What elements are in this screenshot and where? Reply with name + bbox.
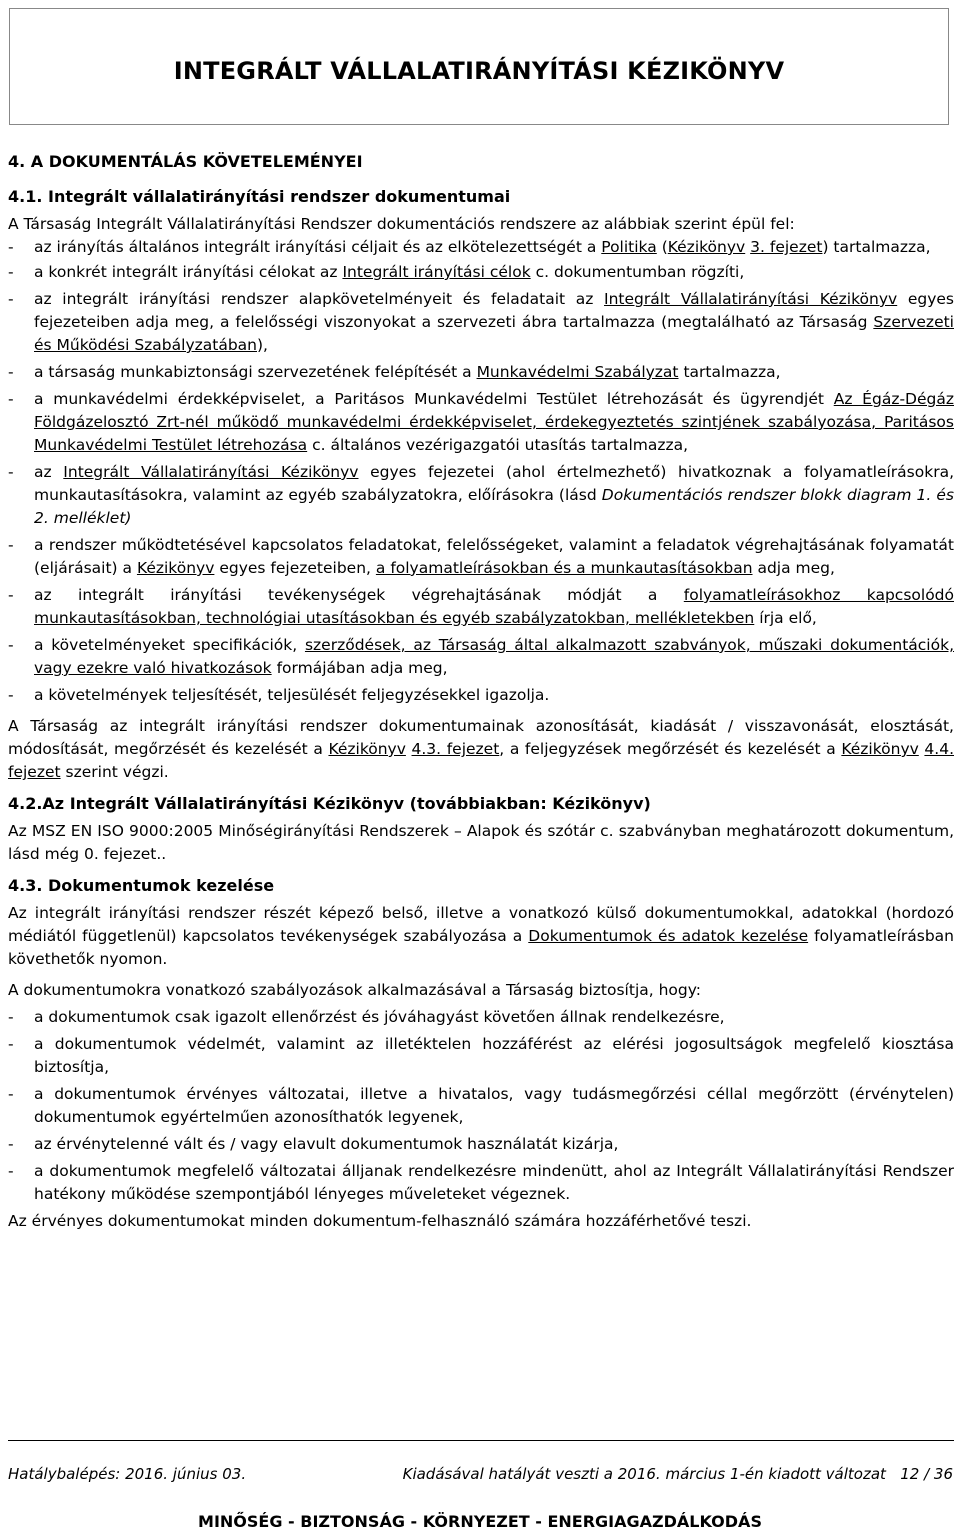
section-4-heading: 4. A DOKUMENTÁLÁS KÖVETELEMÉNYEI — [8, 152, 363, 171]
footer-effective-date: Hatálybalépés: 2016. június 03. — [8, 1465, 247, 1483]
footer-divider — [8, 1440, 954, 1441]
list-item: - a dokumentumok védelmét, valamint az illetéktelen hozzáférést az elérési jogosultságok megfelelő kiosztása biztosítja, — [8, 1033, 954, 1079]
list-item: - a konkrét integrált irányítási célokat az Integrált irányítási célok c. dokumentumban rögzíti, — [8, 261, 954, 284]
section-4-2-text: Az MSZ EN ISO 9000:2005 Minőségirányítási Rendszerek – Alapok és szótár c. szabványban meghatározott dokumentum, lásd még 0. fejezet.. — [8, 822, 954, 863]
section-4-3-intro: A dokumentumokra vonatkozó szabályozások alkalmazásával a Társaság biztosítja, hogy: — [8, 981, 702, 999]
section-4-1-closing: A Társaság az integrált irányítási rendszer dokumentumainak azonosítását, kiadását / visszavonását, elosztását, módosítását, megőrzését és kezelését a Kézikönyv 4.3. fejezet, a feljegyzések megőrzését és kezelését a Kézikönyv 4.4. fejezet szerint végzi. — [8, 717, 954, 781]
list-item: - a dokumentumok érvényes változatai, illetve a hivatalos, vagy tudásmegőrzési céllal megőrzött (érvénytelen) dokumentumok egyértelműen azonosíthatók legyenek, — [8, 1083, 954, 1129]
section-4-2-heading: 4.2.Az Integrált Vállalatirányítási Kézikönyv (továbbiakban: Kézikönyv) — [8, 794, 651, 813]
document-title: INTEGRÁLT VÁLLALATIRÁNYÍTÁSI KÉZIKÖNYV — [173, 57, 785, 85]
list-item: - az érvénytelenné vált és / vagy elavult dokumentumok használatát kizárja, — [8, 1133, 954, 1156]
document-header — [9, 8, 949, 125]
list-item: - a rendszer működtetésével kapcsolatos feladatokat, felelősségeket, valamint a feladatok végrehajtásának folyamatát (eljárásait) a Kézikönyv egyes fejezeteiben, a folyamatleírásokban és a munkautasításokban adja meg, — [8, 534, 954, 580]
section-4-3-heading: 4.3. Dokumentumok kezelése — [8, 876, 275, 895]
section-4-1-intro: A Társaság Integrált Vállalatirányítási Rendszer dokumentációs rendszere az alábbiak szerint épül fel: — [8, 215, 795, 233]
page-number: 12 / 36 — [900, 1465, 953, 1483]
footer-revision-info — [403, 1465, 953, 1483]
document-body — [8, 152, 954, 1233]
list-item: - az irányítás általános integrált irányítási céljait és az elkötelezettségét a Politika (Kézikönyv 3. fejezet) tartalmazza, — [8, 236, 954, 259]
list-item: - az Integrált Vállalatirányítási Kézikönyv egyes fejezetei (ahol értelmezhető) hivatkoznak a folyamatleírásokra, munkautasításokra, valamint az egyéb szabályzatokra, előírásokra (lásd Dokumentációs rendszer blokk diagram 1. és 2. melléklet) — [8, 461, 954, 530]
list-item: - a társaság munkabiztonsági szervezetének felépítését a Munkavédelmi Szabályzat tartalmazza, — [8, 361, 954, 384]
footer-superseded: Kiadásával hatályát veszti a 2016. március 1-én kiadott változat — [402, 1465, 886, 1483]
list-item: - a követelmények teljesítését, teljesülését feljegyzésekkel igazolja. — [8, 684, 954, 707]
document-control-list — [8, 1006, 954, 1206]
section-4-3-closing: Az érvényes dokumentumokat minden dokumentum-felhasználó számára hozzáférhetővé teszi. — [8, 1212, 752, 1230]
list-item: - a dokumentumok megfelelő változatai álljanak rendelkezésre mindenütt, ahol az Integrált Vállalatirányítási Rendszer hatékony működése szempontjából lényeges műveleteket végeznek. — [8, 1160, 954, 1206]
list-item: - a követelményeket specifikációk, szerződések, az Társaság által alkalmazott szabványok, műszaki dokumentációk, vagy ezekre való hivatkozások formájában adja meg, — [8, 634, 954, 680]
section-4-1-heading: 4.1. Integrált vállalatirányítási rendszer dokumentumai — [8, 187, 511, 206]
list-item: - a dokumentumok csak igazolt ellenőrzést és jóváhagyást követően állnak rendelkezésre, — [8, 1006, 954, 1029]
documentation-structure-list — [8, 236, 954, 707]
list-item: - a munkavédelmi érdekképviselet, a Paritásos Munkavédelmi Testület létrehozását és ügyrendjét Az Égáz-Dégáz Földgázelosztó Zrt-nél működő munkavédelmi érdekképviselet, érdekegyeztetés szintjének szabályozása, Paritásos Munkavédelmi Testület létrehozása c. általános vezérigazgatói utasítás tartalmazza, — [8, 388, 954, 457]
list-item: - az integrált irányítási rendszer alapkövetelményeit és feladatait az Integrált Vállalatirányítási Kézikönyv egyes fejezeteiben adja meg, a felelősségi viszonyokat a szervezeti ábra tartalmazza (megtalálható az Társaság Szervezeti és Működési Szabályzatában), — [8, 288, 954, 357]
section-4-3-paragraph: Az integrált irányítási rendszer részét képező belső, illetve a vonatkozó külső dokumentumokkal, adatokkal (hordozó médiától függetlenül) kapcsolatos tevékenységek szabályozása a Dokumentumok és adatok kezelése folyamatleírásban követhetők nyomon. — [8, 904, 954, 968]
footer-motto: MINŐSÉG - BIZTONSÁG - KÖRNYEZET - ENERGIAGAZDÁLKODÁS — [198, 1512, 762, 1531]
list-item: - az integrált irányítási tevékenységek végrehajtásának módját a folyamatleírásokhoz kapcsolódó munkautasításokban, technológiai utasításokban és egyéb szabályzatokban, mellékletekben írja elő, — [8, 584, 954, 630]
